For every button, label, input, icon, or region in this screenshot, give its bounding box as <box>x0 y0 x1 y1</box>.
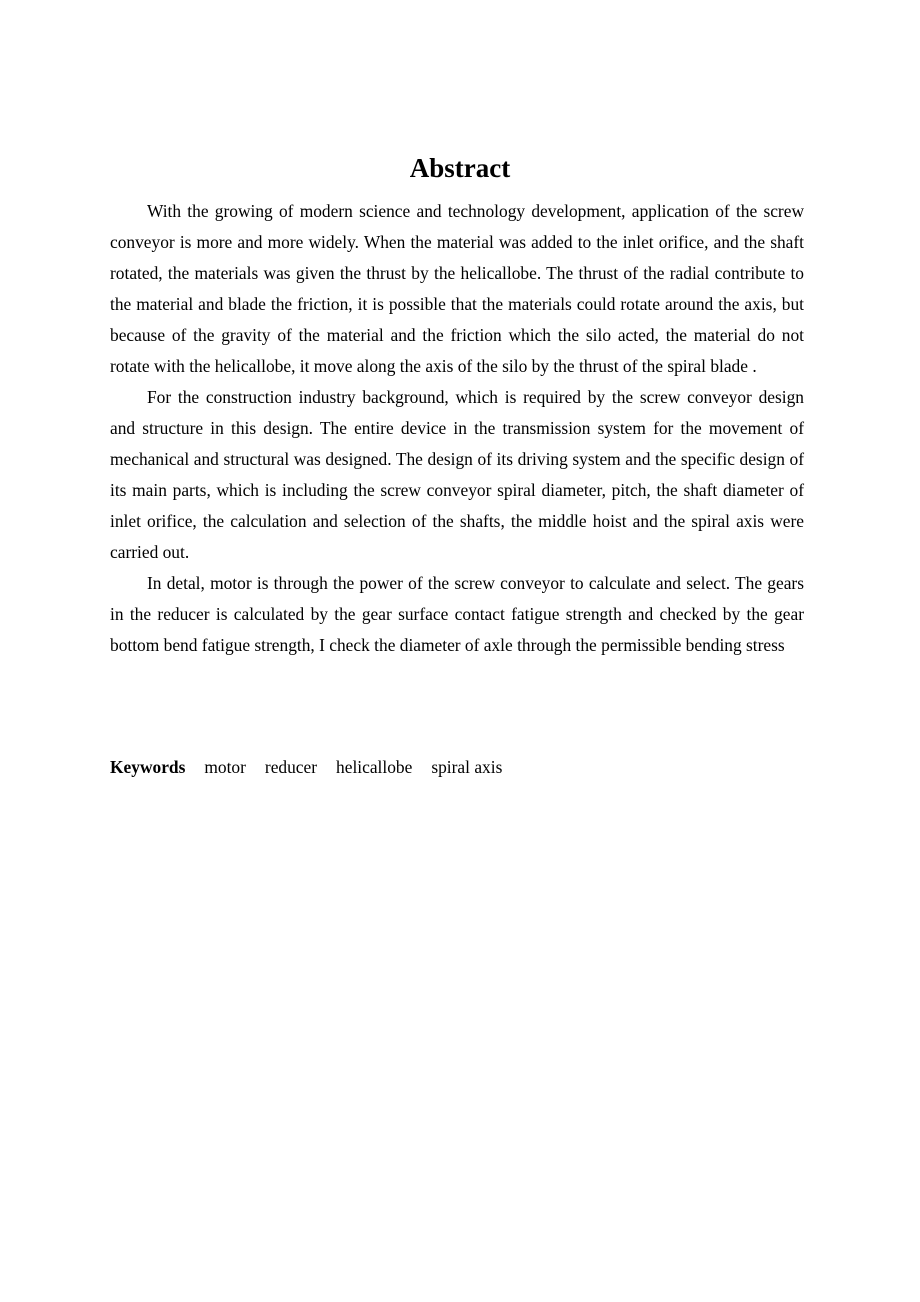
keyword-term: motor <box>204 757 246 777</box>
keywords-line <box>110 752 502 783</box>
abstract-paragraph: With the growing of modern science and technology development, application of the screw conveyor is more and more widely. When the material was added to the inlet orifice, and the shaft rotated, the materials was given the thrust by the helicallobe. The thrust of the radial contribute to the material and blade the friction, it is possible that the materials could rotate around the axis, but because of the gravity of the material and the friction which the silo acted, the material do not rotate with the helicallobe, it move along the axis of the silo by the thrust of the spiral blade . <box>110 201 804 376</box>
abstract-paragraph: In detal, motor is through the power of the screw conveyor to calculate and select. The gears in the reducer is calculated by the gear surface contact fatigue strength and checked by the gear bottom bend fatigue strength, I check the diameter of axle through the permissible bending stress <box>110 573 804 655</box>
keywords-label: Keywords <box>110 757 186 777</box>
keyword-term: helicallobe <box>336 757 413 777</box>
keyword-term: reducer <box>264 757 318 777</box>
abstract-paragraph: For the construction industry background, which is required by the screw conveyor design and structure in this design. The entire device in the transmission system for the movement of mechanical and structural was designed. The design of its driving system and the specific design of its main parts, which is including the screw conveyor spiral diameter, pitch, the shaft diameter of inlet orifice, the calculation and selection of the shafts, the middle hoist and the spiral axis were carried out. <box>110 387 804 562</box>
keyword-term: spiral axis <box>431 757 503 777</box>
abstract-body <box>110 196 804 661</box>
page-title: Abstract <box>409 153 511 183</box>
